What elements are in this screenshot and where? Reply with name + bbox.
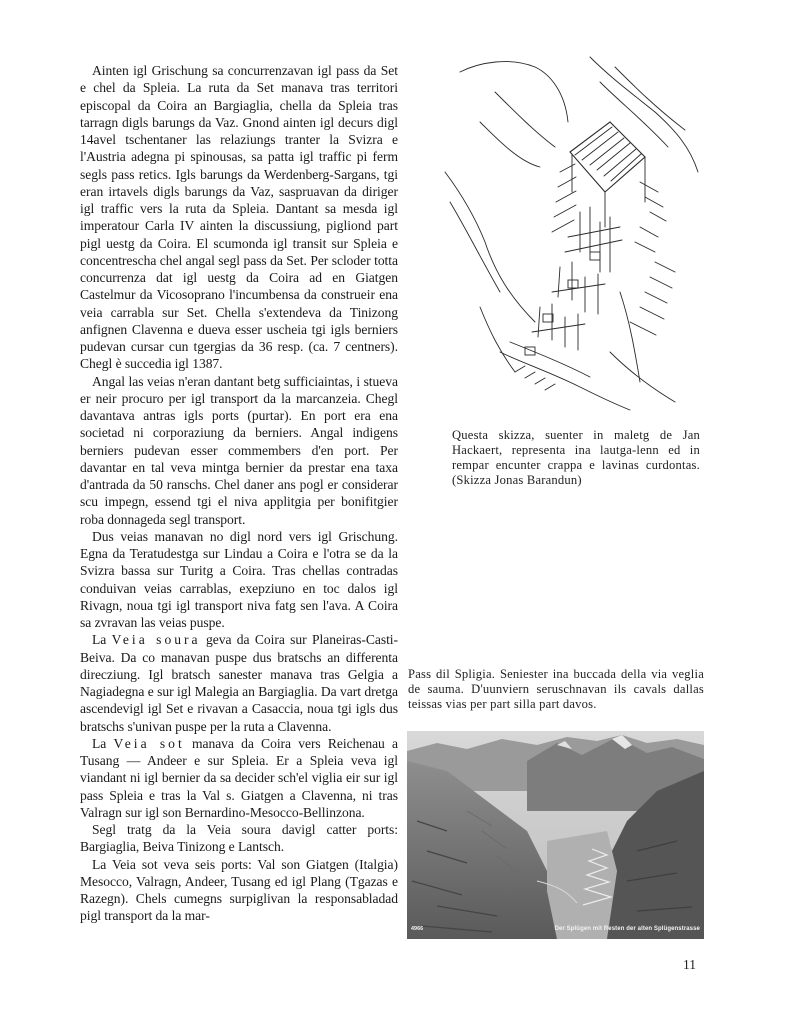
- photo-stamp-number: 4966: [411, 926, 424, 932]
- sketch-illustration: [440, 52, 702, 412]
- paragraph-2: Angal las veias n'eran dantant betg sufficiaintas, i stueva er neir procuro per igl transport da la marcanzeia. Chegl davantava antras igls ports (purtar). En port era ena societad ni corporaziung da berniers. Angal indigens berniers pudevan esser commembers d'en port. Per davantar en tal veva mintga bernier da prestar ena taxa d'antrada da 50 ranschs. Chel daner ans pogl er considerar scu impegn, essend tgi el niva applitgia per bonifitgier roba donnageda segl transport.: [80, 373, 398, 527]
- splugen-pass-photo: [407, 731, 704, 939]
- page-number: 11: [683, 957, 696, 972]
- paragraph-4-body: geva da Coira sur Planeiras-Casti-Beiva. Da co manavan puspe dus bratschs an differenta direcziung. Igl bratsch sanester manava tras Gelgia a Nagiadegna e sur igl Malegia an Bargiaglia. Da vart dretga ascendevigl igl Set e rivavan a Casaccia, noua tgi igls dus bratschs s'univan puspe per la ruta a Clavenna.: [80, 632, 399, 734]
- veia-sot-term: Veia sot: [113, 735, 185, 751]
- sketch-caption: Questa skizza, suenter in maletg de Jan Hackaert, representa ina lautga-lenn ed in rempar encunter crappa e lavinas curdontas. (Skizza Jonas Barandun): [452, 428, 700, 487]
- photo-overlay-label: Der Splügen mit Resten der alten Splügenstrasse: [554, 926, 700, 932]
- paragraph-5-body: manava da Coira vers Reichenau a Tusang — Andeer e sur Spleia. Er a Spleia veva igl viandant ni igl bernier da sa decider sch'el viglia eir sur igl pass Spleia e tras la Val s. Giatgen a Clavenna, ni tras Valragn sur igl son Bernardino-Mesocco-Bellinzona.: [80, 735, 398, 820]
- photo-caption: Pass dil Spligia. Seniester ina buccada della via veglia de sauma. D'uunviern seruschnavan ils cavals dallas teissas vias per part silla part davos.: [408, 667, 704, 711]
- main-text-column: [80, 62, 398, 925]
- paragraph-7: La Veia sot veva seis ports: Val son Giatgen (Italgia) Mesocco, Valragn, Andeer, Tusang ed igl Plang (Tgazas e Razegn). Chels cumegns surpiglivan la responsabladad pigl transport da la mar-: [80, 856, 398, 924]
- veia-soura-term: Veia soura: [111, 632, 201, 648]
- paragraph-4-lead: La: [92, 632, 112, 648]
- paragraph-4: [80, 631, 398, 735]
- paragraph-5: [80, 735, 398, 821]
- paragraph-5-lead: La: [92, 735, 114, 751]
- paragraph-3: Dus veias manavan no digl nord vers igl Grischung. Egna da Teratudestga sur Lindau a Coira e l'otra se da la Svizra bassa sur Turitg a Coira. Tras chellas contradas conduivan veias carrablas, exepziuno en toc dalos igl Rivagn, noua tgi igl transport niva fatg sen l'ava. A Coira sa zvravan las veias puspe.: [80, 528, 398, 630]
- paragraph-1: Ainten igl Grischung sa concurrenzavan igl pass da Set e chel da Spleia. La ruta da Set manava tras territori episcopal da Coira an Bargiaglia, chella da Spleia tras tarragn digls barungs da Vaz. Gnond ainten igl decurs digl 14avel tschentaner las relaziungs tranter la Svizra e l'Austria adegna pi spinousas, sa patta igl traffic pi ferm segls pass retics. Igls barungs da Werdenberg-Sargans, tgi eran irtavels digls barungs da Vaz, saspruavan da diriger igl traffic vers la ruta da Spleia. Dantant sa mesda igl imperatour Carla IV ainten la discussiung, pigliond part pigl uestg da Coira. El scumonda igl transit sur Spleia e concentrescha chel angal segl pass da Set. Per scloder totta concurrenza dat igl uestg da Coira ad en Giatgen Castelmur da Vicosoprano l'incumbensa da construeir ena veia carrabla sur Set. Chella s'extendeva da Tinizong anfignen Clavenna e dueva esser uscheia tgi igls berniers pudevan cursar cun tgergias da 36 resp. (ca. 7 centners). Chegl è succedia igl 1387.: [80, 63, 398, 372]
- paragraph-6: Segl tratg da la Veia soura davigl catter ports: Bargiaglia, Beiva Tinizong e Lantsch.: [80, 822, 398, 855]
